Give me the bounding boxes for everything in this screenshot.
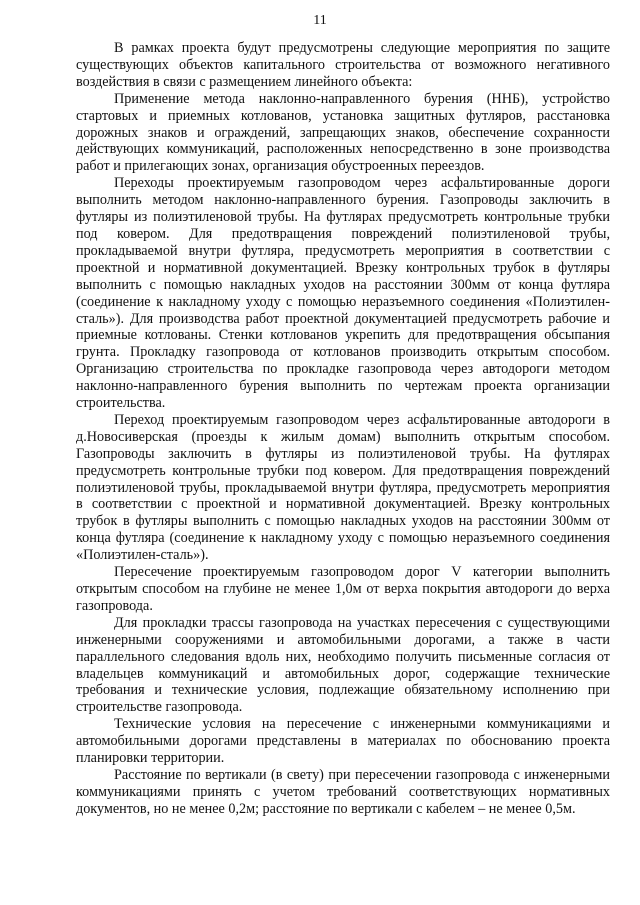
paragraph-approvals: Для прокладки трассы газопровода на участках пересечения с существующими инженерными сооружениями и автомобильными дорогами, а также в части параллельного следования вдоль них, необходимо получить письменные согласия от владельцев коммуникаций и автомобильных дорог, содержащие технические требования и технические условия, подлежащие обязательному исполнению при строительстве газопровода.: [76, 614, 610, 716]
paragraph-vertical-distance: Расстояние по вертикали (в свету) при пересечении газопровода с инженерными коммуникациями принять с учетом требований соответствующих нормативных документов, но не менее 0,2м; расстояние по вертикали с кабелем – не менее 0,5м.: [76, 766, 610, 817]
paragraph-open-crossings: Переход проектируемым газопроводом через асфальтированные автодороги в д.Новосиверская (проезды к жилым домам) выполнить открытым способом. Газопроводы заключить в футляры из полиэтиленовой трубы. На футлярах предусмотреть контрольные трубки под ковером. Для предотвращения повреждений полиэтиленовой трубы, прокладываемой внутри футляра, предусмотреть мероприятия в соответствии с проектной и нормативной документацией. Врезку контрольных трубок в футляры выполнить с помощью накладных уходов на расстоянии 300мм от конца футляра (соединение к накладному уходу с помощью неразъемного соединения «Полиэтилен-сталь»).: [76, 411, 610, 564]
paragraph-hdd-crossings: Переходы проектируемым газопроводом через асфальтированные дороги выполнить методом наклонно-направленного бурения. Газопроводы заключить в футляры из полиэтиленовой трубы. На футлярах предусмотреть контрольные трубки под ковером. Для предотвращения повреждений полиэтиленовой трубы, прокладываемой внутри футляра, предусмотреть мероприятия в соответствии с проектной и нормативной документацией. Врезку контрольных трубок в футляры выполнить с помощью накладных уходов на расстоянии 300мм от конца футляра (соединение к накладному уходу с помощью неразъемного соединения «Полиэтилен-сталь»). Для производства работ проектной документацией предусмотреть рабочие и приемные котлованы. Стенки котлованов укрепить для предотвращения обсыпания грунта. Прокладку газопровода от котлованов производить открытым способом. Организацию строительства по прокладке газопровода через автодороги методом наклонно-направленного бурения выполнить по чертежам проекта организации строительства.: [76, 175, 610, 412]
document-body: [76, 40, 610, 818]
paragraph-technical-conditions: Технические условия на пересечение с инженерными коммуникациями и автомобильными дорогами представлены в материалах по обоснованию проекта планировки территории.: [76, 716, 610, 767]
paragraph-intro: В рамках проекта будут предусмотрены следующие мероприятия по защите существующих объектов капитального строительства от возможного негативного воздействия в связи с размещением линейного объекта:: [76, 40, 610, 90]
page-number: 11: [313, 13, 327, 28]
paragraph-road-category-v: Пересечение проектируемым газопроводом дорог V категории выполнить открытым способом на глубине не менее 1,0м от верха покрытия автодороги до верха газопровода.: [76, 564, 610, 614]
paragraph-measures: Применение метода наклонно-направленного бурения (ННБ), устройство стартовых и приемных котлованов, установка защитных футляров, расстановка дорожных знаков и ограждений, запрещающих знаков, обеспечение сохранности действующих коммуникаций, расположенных непосредственно в зоне производства работ и прилегающих зонах, организация обустроенных переездов.: [76, 90, 610, 175]
